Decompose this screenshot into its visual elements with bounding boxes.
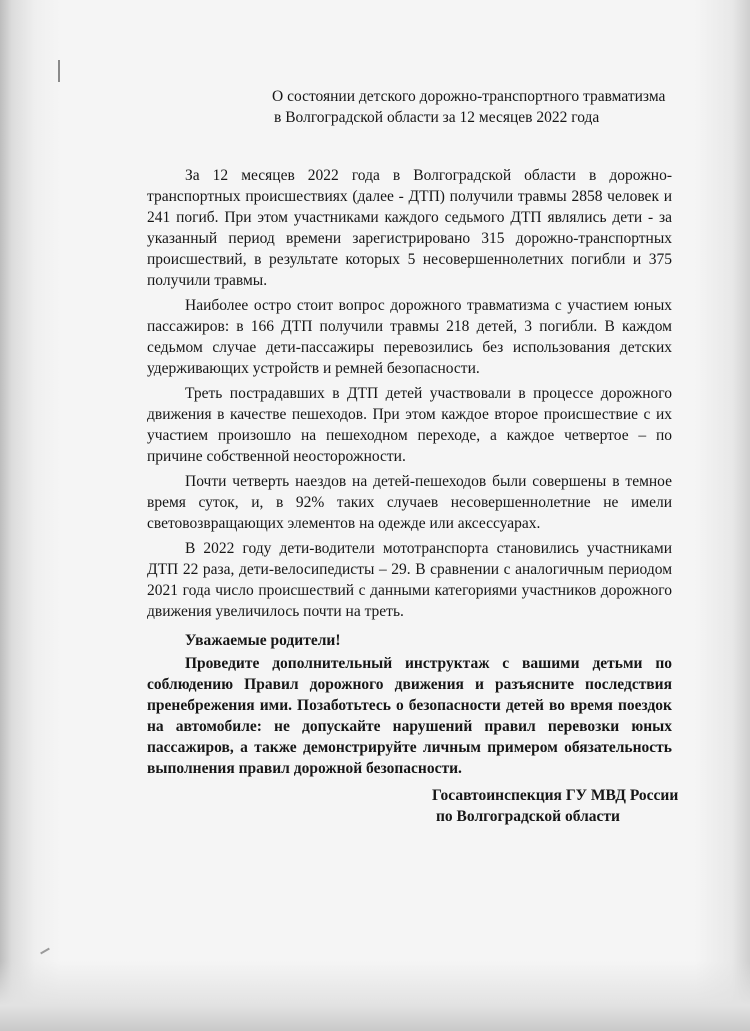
signature-line-2: по Волгоградской области: [436, 808, 620, 825]
signature-block: [432, 785, 692, 827]
title-line-1: О состоянии детского дорожно-транспортного травматизма: [272, 88, 666, 105]
paragraph-drivers: В 2022 году дети-водители мототранспорта становились участниками ДТП 22 раза, дети-велосипедисты – 29. В сравнении с аналогичным периодом 2021 года число происшествий с данными категориями участников дорожного движения увеличилось почти на треть.: [147, 540, 672, 620]
paragraph-dark-time: Почти четверть наездов на детей-пешеходов были совершены в темное время суток, и, в 92% таких случаев несовершеннолетние не имели световозвращающих элементов на одежде или аксессуарах.: [147, 473, 672, 532]
appeal-paragraph: Проведите дополнительный инструктаж с вашими детьми по соблюдению Правил дорожного движения и разъясните последствия пренебрежения ими. Позаботьтесь о безопасности детей во время поездок на автомобиле: не допускайте нарушений правил перевозки юных пассажиров, а также демонстрируйте личным примером обязательность выполнения правил дорожной безопасности.: [147, 655, 672, 777]
paragraph-pedestrians: Треть пострадавших в ДТП детей участвовали в процессе дорожного движения в качестве пешеходов. При этом каждое второе происшествие с их участием произошло на пешеходном переходе, а каждое четвертое – по причине собственной неосторожности.: [147, 385, 672, 465]
greeting: Уважаемые родители!: [185, 632, 341, 649]
paragraph-passengers: Наиболее остро стоит вопрос дорожного травматизма с участием юных пассажиров: в 166 ДТП получили травмы 218 детей, 3 погибли. В каждом седьмом случае дети-пассажиры перевозились без использования детских удерживающих устройств и ремней безопасности.: [147, 297, 672, 377]
title-line-2: в Волгоградской области за 12 месяцев 2022 года: [274, 109, 600, 126]
document-body: [147, 165, 672, 783]
scan-edge-bottom: [0, 961, 750, 1031]
scan-edge-left: [0, 0, 60, 1031]
paragraph-statistics: За 12 месяцев 2022 года в Волгоградской области в дорожно-транспортных происшествиях (далее - ДТП) получили травмы 2858 человек и 241 погиб. При этом участниками каждого седьмого ДТП являлись дети - за указанный период времени зарегистрировано 315 дорожно-транспортных происшествий, в результате которых 5 несовершеннолетних погибли и 375 получили травмы.: [147, 167, 672, 289]
document-title: [272, 86, 692, 128]
scan-edge-right: [695, 0, 750, 1031]
scan-mark: [58, 60, 60, 82]
signature-line-1: Госавтоинспекция ГУ МВД России: [432, 787, 679, 804]
